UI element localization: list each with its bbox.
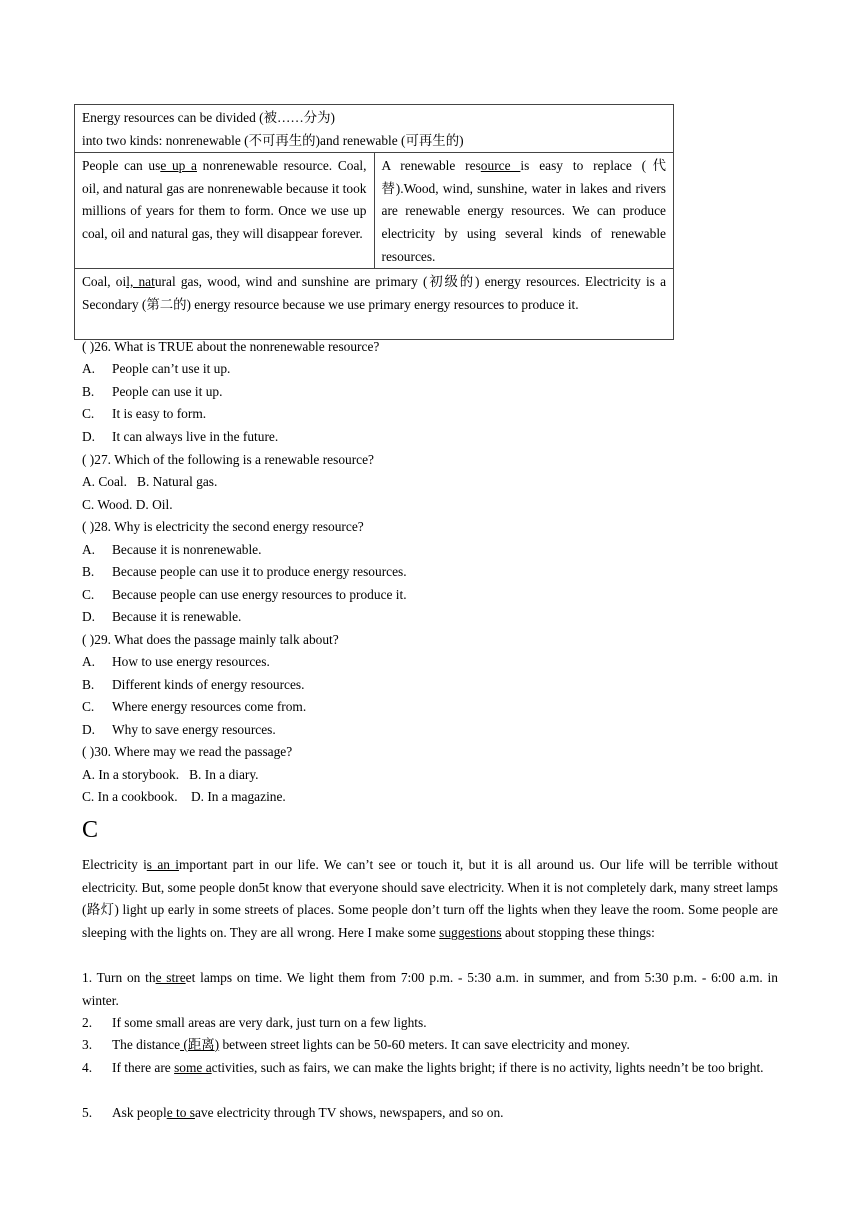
question-29: ( )29. What does the passage mainly talk about? (82, 632, 339, 647)
primary-text-b: ural gas, wood, wind and sunshine are primary (初级的) energy resources. Electricity is a Secondary (第二的) energy resource because we use primary energy resources to produce it. (82, 274, 667, 312)
question-26: ( )26. What is TRUE about the nonrenewable resource? (82, 339, 380, 354)
q26-option-c: C. It is easy to form. (82, 406, 207, 421)
q27-options-line1: A. Coal. B. Natural gas. (82, 474, 218, 489)
nonrenewable-cell (75, 153, 375, 269)
q30-options-line1: A. In a storybook. B. In a diary. (82, 767, 259, 782)
q26-option-a: A. People can’t use it up. (82, 361, 231, 376)
nonrenewable-text-a: People can us (82, 158, 161, 174)
question-30: ( )30. Where may we read the passage? (82, 744, 293, 759)
q29-option-c: C. Where energy resources come from. (82, 699, 307, 714)
energy-resources-table (74, 104, 674, 340)
suggestion-item-2: 2. If some small areas are very dark, just turn on a few lights. (82, 1015, 427, 1030)
renewable-cell (374, 153, 674, 269)
q29-option-d: D. Why to save energy resources. (82, 722, 276, 737)
q28-option-a: A. Because it is nonrenewable. (82, 542, 262, 557)
suggestion-item-3: 3. The distance (距离) between street lights can be 50-60 meters. It can save electricity and money. (82, 1037, 630, 1052)
section-c-paragraph: Electricity is an important part in our life. We can’t see or touch it, but it is all around us. Our life will be terrible without electricity. But, some people don5t know that everyone should save electricity. When it is not completely dark, many street lamps (路灯) light up early in some streets of places. Some people don’t turn off the lights when they leave the room. Some people are sleeping with the lights on. They are all wrong. Here I make some suggestions about stopping these things: (82, 857, 778, 940)
suggestion-item-4: 4. If there are some activities, such as fairs, we can make the lights bright; if there is no activity, lights needn’t be too bright. (82, 1060, 764, 1075)
nonrenewable-text-underlined: e up a (160, 158, 197, 174)
renewable-text-underlined: ource (480, 158, 521, 174)
primary-text-a: Coal, oi (82, 274, 127, 290)
table-header-line2: into two kinds: nonrenewable (不可再生的)and renewable (可再生的) (82, 132, 464, 148)
q26-option-b: B. People can use it up. (82, 384, 223, 399)
q27-options-line2: C. Wood. D. Oil. (82, 497, 173, 512)
q26-option-d: D. It can always live in the future. (82, 429, 279, 444)
q29-option-b: B. Different kinds of energy resources. (82, 677, 305, 692)
suggestion-item-5: 5. Ask people to save electricity through TV shows, newspapers, and so on. (82, 1105, 504, 1120)
q28-option-d: D. Because it is renewable. (82, 609, 242, 624)
primary-secondary-cell (75, 269, 674, 340)
q30-options-line2: C. In a cookbook. D. In a magazine. (82, 789, 286, 804)
renewable-text-a: A renewable res (381, 158, 481, 174)
question-27: ( )27. Which of the following is a renewable resource? (82, 452, 375, 467)
question-28: ( )28. Why is electricity the second energy resource? (82, 519, 364, 534)
q29-option-a: A. How to use energy resources. (82, 654, 270, 669)
q28-option-c: C. Because people can use energy resources to produce it. (82, 587, 407, 602)
table-header-line1: Energy resources can be divided (被……分为) (82, 110, 335, 125)
q28-option-b: B. Because people can use it to produce energy resources. (82, 564, 407, 579)
suggestion-item-1: 1. Turn on the street lamps on time. We light them from 7:00 p.m. - 5:30 a.m. in summer, and from 5:30 p.m. - 6:00 a.m. in winter. (82, 970, 778, 1008)
section-c-heading: C (82, 817, 99, 843)
table-header-cell (75, 105, 674, 153)
nonrenewable-text-b: nonrenewable resource. Coal, oil, and natural gas are nonrenewable because it took millions of years for them to form. Once we use up coal, oil and natural gas, they will disappear forever. (82, 158, 367, 241)
primary-text-underlined: l, nat (126, 274, 155, 290)
renewable-text-b: is easy to replace (代替).Wood, wind, sunshine, water in lakes and rivers are renewable energy resources. We can produce electricity by using several kinds of renewable resources. (381, 158, 667, 264)
